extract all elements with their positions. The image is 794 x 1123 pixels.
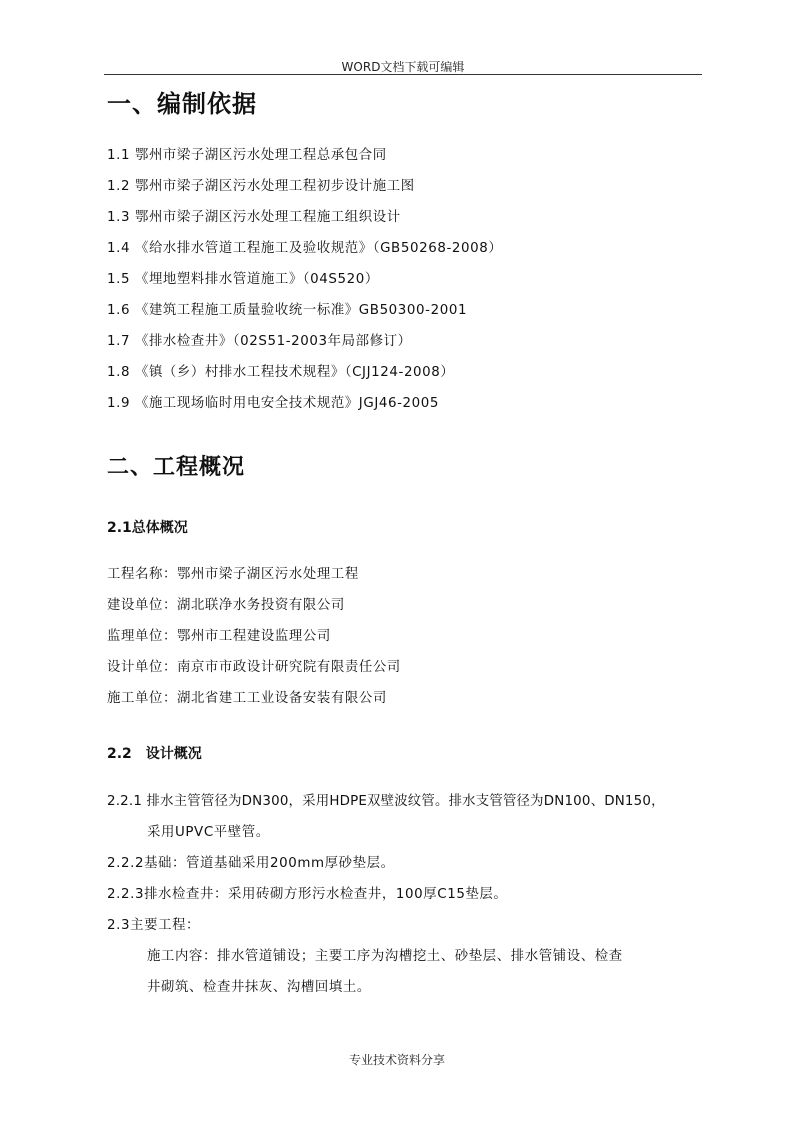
basis-item: 1.4 《给水排水管道工程施工及验收规范》（GB50268-2008） — [107, 241, 503, 256]
section-1-title: 一、编制依据 — [107, 89, 257, 118]
basis-item: 1.7 《排水检查井》（02S51-2003年局部修订） — [107, 334, 412, 349]
design-paragraph-2: 2.2.2基础：管道基础采用200mm厚砂垫层。 — [107, 856, 395, 871]
basis-item: 1.9 《施工现场临时用电安全技术规范》JGJ46-2005 — [107, 396, 440, 411]
overview-item: 监理单位：鄂州市工程建设监理公司 — [107, 629, 331, 644]
header-divider — [104, 74, 702, 75]
basis-item: 1.2 鄂州市梁子湖区污水处理工程初步设计施工图 — [107, 179, 415, 194]
overview-item: 工程名称：鄂州市梁子湖区污水处理工程 — [107, 567, 359, 582]
basis-item: 1.1 鄂州市梁子湖区污水处理工程总承包合同 — [107, 148, 387, 163]
design-paragraph-3: 2.2.3排水检查井：采用砖砌方形污水检查井，100厚C15垫层。 — [107, 887, 508, 902]
design-paragraph-1: 2.2.1 排水主管管径为DN300，采用HDPE双壁波纹管。排水支管管径为DN100、DN150， — [107, 794, 665, 809]
subsection-2-1-title: 2.1总体概况 — [107, 520, 188, 536]
overview-item: 设计单位：南京市市政设计研究院有限责任公司 — [107, 660, 401, 675]
design-paragraph-1-cont: 采用UPVC平壁管。 — [147, 825, 270, 840]
overview-item: 施工单位：湖北省建工工业设备安装有限公司 — [107, 691, 387, 706]
section-2-title: 二、工程概况 — [107, 454, 246, 480]
overview-item: 建设单位：湖北联净水务投资有限公司 — [107, 598, 345, 613]
subsection-2-3-title: 2.3主要工程： — [107, 918, 201, 933]
basis-item: 1.5 《埋地塑料排水管道施工》（04S520） — [107, 272, 379, 287]
page-footer: 专业技术资料分享 — [348, 1053, 445, 1067]
subsection-2-2-title: 2.2 设计概况 — [107, 746, 202, 762]
basis-item: 1.6 《建筑工程施工质量验收统一标准》GB50300-2001 — [107, 303, 468, 318]
main-works-line-2: 井砌筑、检查井抹灰、沟槽回填土。 — [147, 980, 371, 995]
main-works-line-1: 施工内容：排水管道铺设；主要工序为沟槽挖土、砂垫层、排水管铺设、检查 — [147, 949, 623, 964]
basis-item: 1.8 《镇（乡）村排水工程技术规程》（CJJ124-2008） — [107, 365, 455, 380]
basis-item: 1.3 鄂州市梁子湖区污水处理工程施工组织设计 — [107, 210, 401, 225]
page-header: WORD文档下载可编辑 — [341, 60, 465, 74]
